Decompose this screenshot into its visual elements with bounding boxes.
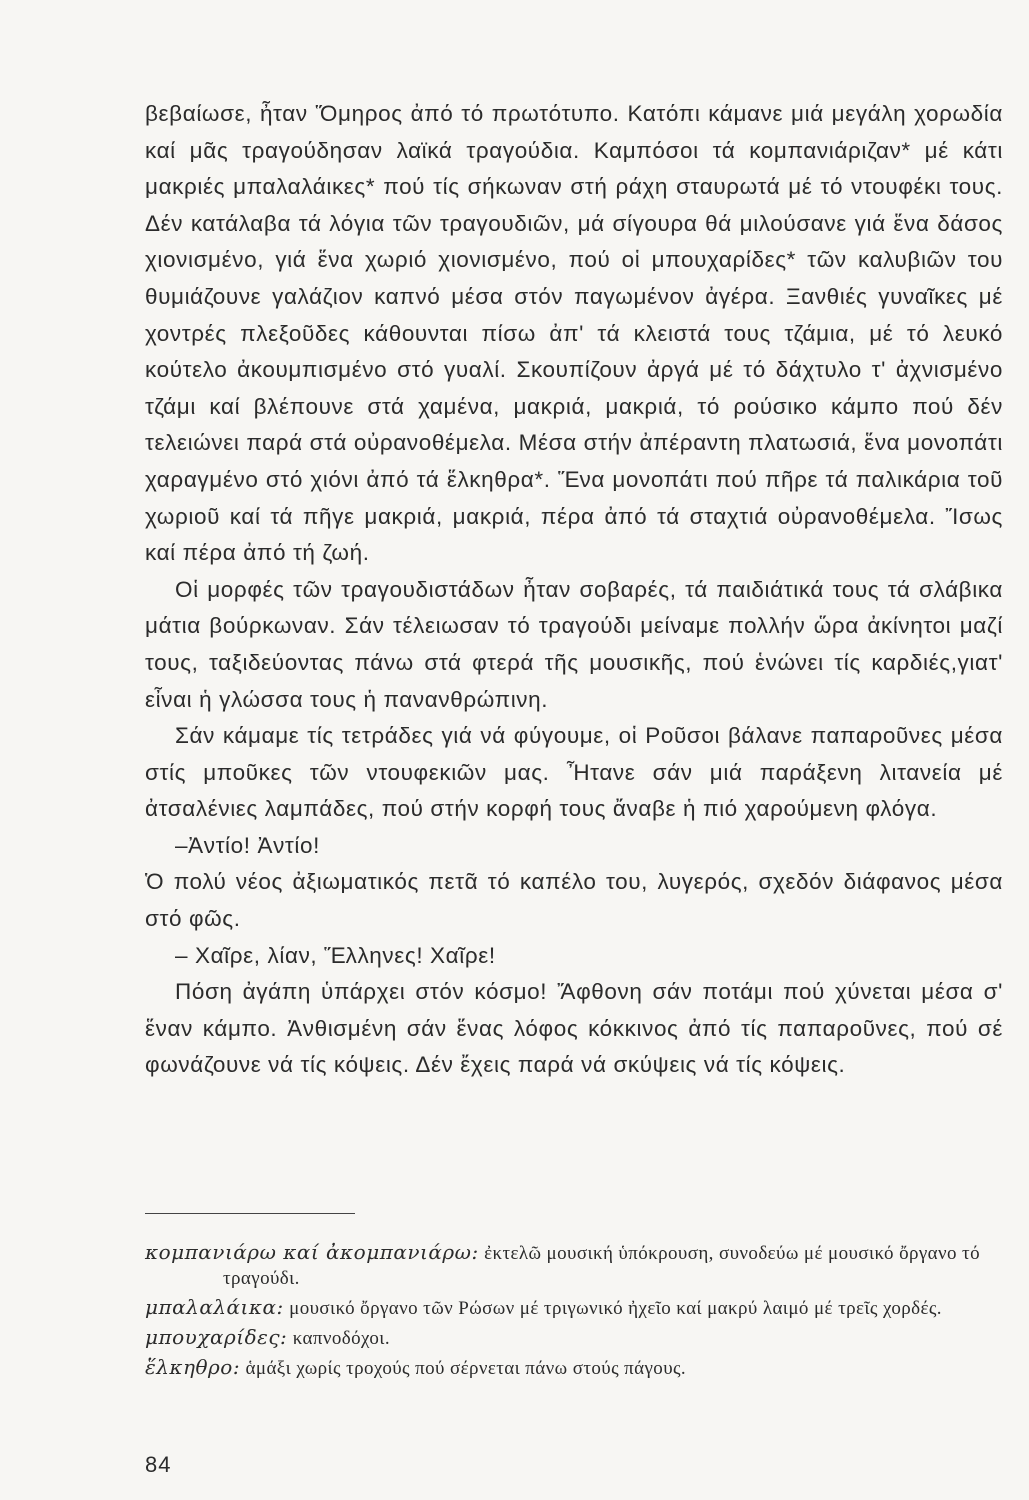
- footnote-term: μπαλαλάικα:: [145, 1295, 284, 1319]
- footnote-item: [145, 1355, 1003, 1381]
- paragraph-2: Οἱ μορφές τῶν τραγουδιστάδων ἦταν σοβαρές, τά παιδιάτικά τους τά σλάβικα μάτια βούρκωναν. Σάν τέλειωσαν τό τραγούδι μείναμε πολλήν ὥρα ἀκίνητοι μαζί τους, ταξιδεύοντας πάνω στά φτερά τῆς μουσικῆς, πού ἑνώνει τίς καρδιές,γιατ' εἶναι ἡ γλώσσα τους ἡ πανανθρώπινη.: [145, 576, 1003, 712]
- footnote-item: [145, 1240, 1003, 1291]
- main-text: [145, 96, 1003, 1084]
- footnote-term: μπουχαρίδες:: [145, 1325, 288, 1349]
- footnote-term: κομπανιάρω καί ἀκομπανιάρω:: [145, 1240, 479, 1264]
- paragraph-1: βεβαίωσε, ἦταν Ὅμηρος ἀπό τό πρωτότυπο. Κατόπι κάμανε μιά μεγάλη χορωδία καί μᾶς τραγούδησαν λαϊκά τραγούδια. Καμπόσοι τά κομπανιάριζαν* μέ κάτι μακριές μπαλαλάικες* πού τίς σήκωναν στή ράχη σταυρωτά μέ τό ντουφέκι τους. Δέν κατάλαβα τά λόγια τῶν τραγουδιῶν, μά σίγουρα θά μιλούσανε γιά ἕνα δάσος χιονισμένο, γιά ἕνα χωριό χιονισμένο, πού οἱ μπουχαρίδες* τῶν καλυβιῶν του θυμιάζουνε γαλάζιον καπνό μέσα στόν παγωμένον ἀγέρα. Ξανθιές γυναῖκες μέ χοντρές πλεξοῦδες κάθουνται πίσω ἀπ' τά κλειστά τους τζάμια, μέ τό λευκό κούτελο ἀκουμπισμένο στό γυαλί. Σκουπίζουν ἀργά μέ τό δάχτυλο τ' ἀχνισμένο τζάμι καί βλέπουνε στά χαμένα, μακριά, μακριά, τό ρούσικο κάμπο πού δέν τελειώνει παρά στά οὐρανοθέμελα. Μέσα στήν ἀπέραντη πλατωσιά, ἕνα μονοπάτι χαραγμένο στό χιόνι ἀπό τά ἕλκηθρα*. Ἕνα μονοπάτι πού πῆρε τά παλικάρια τοῦ χωριοῦ καί τά πῆγε μακριά, μακριά, πέρα ἀπό τά σταχτιά οὐρανοθέμελα. Ἴσως καί πέρα ἀπό τή ζωή.: [145, 101, 1003, 566]
- paragraph-3: Σάν κάμαμε τίς τετράδες γιά νά φύγουμε, οἱ Ροῦσοι βάλανε παπαροῦνες μέσα στίς μποῦκες τῶν ντουφεκιῶν μας. Ἦτανε σάν μιά παράξενη λιτανεία μέ ἀτσαλένιες λαμπάδες, πού στήν κορφή τους ἄναβε ἡ πιό χαρούμενη φλόγα.: [145, 723, 1003, 822]
- footnote-definition: ἁμάξι χωρίς τροχούς πού σέρνεται πάνω στούς πάγους.: [245, 1358, 687, 1379]
- footnote-item: [145, 1325, 1003, 1351]
- footnote-term: ἕλκηθρο:: [145, 1355, 241, 1379]
- dialogue-line-2: – Χαῖρε, λίαν, Ἕλληνες! Χαῖρε!: [175, 942, 496, 968]
- footnote-definition: ἐκτελῶ μουσική ὑπόκρουση, συνοδεύω μέ μουσικό ὄργανο τό τραγούδι.: [223, 1243, 980, 1289]
- footnote-definition: μουσικό ὄργανο τῶν Ρώσων μέ τριγωνικό ἠχεῖο καί μακρύ λαιμό μέ τρεῖς χορδές.: [289, 1298, 942, 1319]
- paragraph-5: Πόση ἀγάπη ὑπάρχει στόν κόσμο! Ἄφθονη σάν ποτάμι πού χύνεται μέσα σ' ἕναν κάμπο. Ἀνθισμένη σάν ἕνας λόφος κόκκινος ἀπό τίς παπαροῦνες, πού σέ φωνάζουνε νά τίς κόψεις. Δέν ἔχεις παρά νά σκύψεις νά τίς κόψεις.: [145, 979, 1003, 1078]
- paragraph-4: Ὁ πολύ νέος ἀξιωματικός πετᾶ τό καπέλο του, λυγερός, σχεδόν διάφανος μέσα στό φῶς.: [145, 869, 1003, 932]
- footnote-item: [145, 1295, 1003, 1321]
- footnotes: [145, 1240, 1003, 1385]
- dialogue-line-1: –Ἀντίο! Ἀντίο!: [175, 832, 320, 858]
- page-number: 84: [145, 1452, 172, 1477]
- footnote-divider: [145, 1213, 355, 1214]
- footnote-definition: καπνοδόχοι.: [292, 1328, 390, 1349]
